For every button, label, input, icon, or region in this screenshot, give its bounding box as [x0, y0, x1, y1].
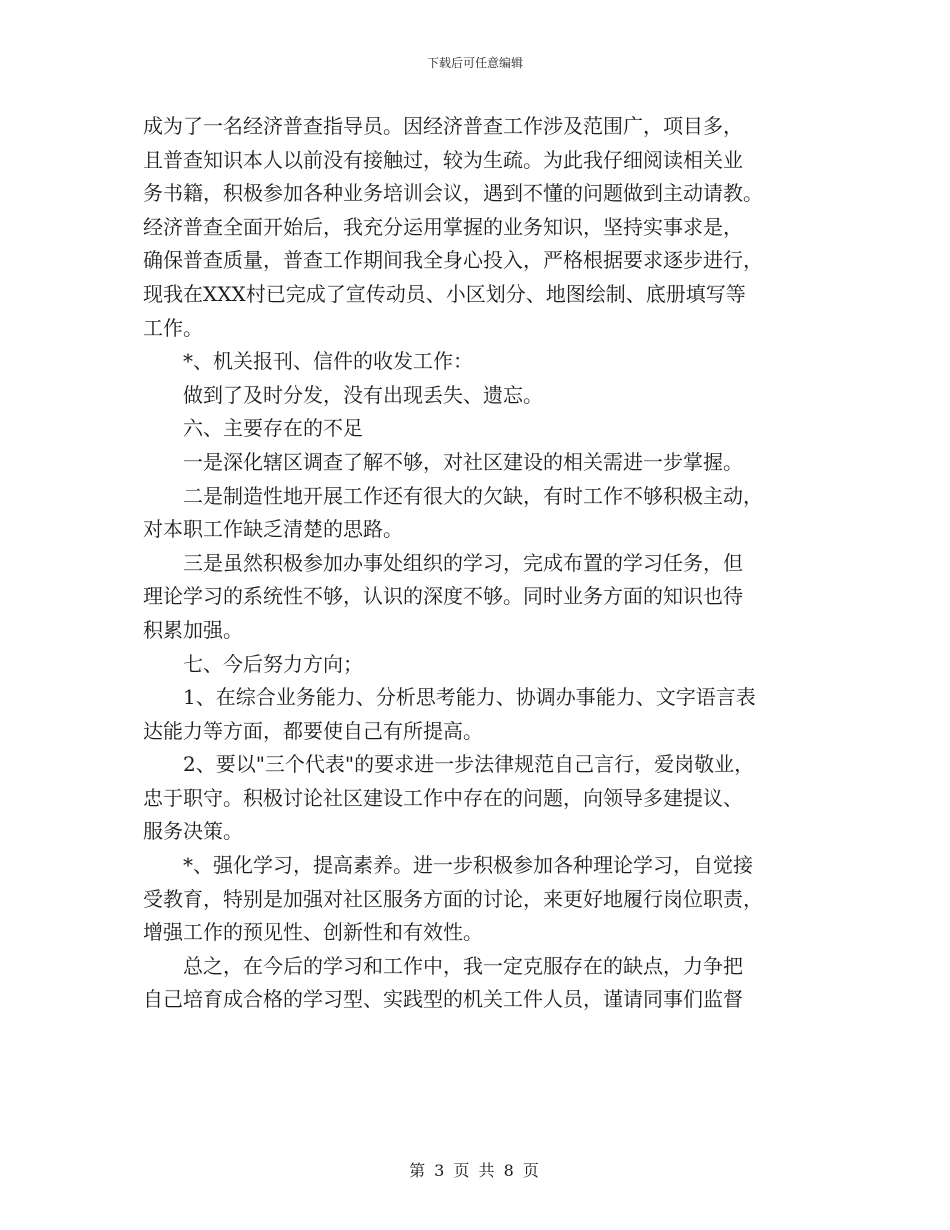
- text-line: 受教育，特别是加强对社区服务方面的讨论，来更好地履行岗位职责，: [143, 886, 763, 911]
- text-line: 服务决策。: [143, 819, 243, 844]
- page-header: 下载后可任意编辑: [426, 56, 523, 70]
- text-line: 七、今后努力方向；: [183, 651, 363, 676]
- text-line: 六、主要存在的不足: [183, 416, 363, 441]
- text-line: 一是深化辖区调查了解不够，对社区建设的相关需进一步掌握。: [183, 449, 743, 474]
- text-line: 经济普查全面开始后，我充分运用掌握的业务知识，坚持实事求是，: [143, 214, 743, 239]
- text-line: 增强工作的预见性、创新性和有效性。: [143, 920, 483, 945]
- text-line: *、强化学习，提高素养。进一步积极参加各种理论学习，自觉接: [183, 853, 753, 878]
- text-line: 二是制造性地开展工作还有很大的欠缺，有时工作不够积极主动，: [183, 483, 763, 508]
- text-line: 总之，在今后的学习和工作中，我一定克服存在的缺点，力争把: [183, 953, 743, 978]
- text-line: 确保普查质量，普查工作期间我全身心投入，严格根据要求逐步进行，: [143, 248, 763, 273]
- text-line: 忠于职守。积极讨论社区建设工作中存在的问题，向领导多建提议、: [143, 785, 743, 810]
- text-line: 2、要以"三个代表"的要求进一步法律规范自己言行，爱岗敬业，: [183, 752, 755, 777]
- text-line: 理论学习的系统性不够，认识的深度不够。同时业务方面的知识也待: [143, 584, 743, 609]
- text-line: 达能力等方面，都要使自己有所提高。: [143, 718, 483, 743]
- text-line: 且普查知识本人以前没有接触过，较为生疏。为此我仔细阅读相关业: [143, 147, 743, 172]
- text-line: 工作。: [143, 315, 203, 340]
- text-line: 现我在XXX村已完成了宣传动员、小区划分、地图绘制、底册填写等: [143, 281, 746, 306]
- text-line: 自己培育成合格的学习型、实践型的机关工件人员，谨请同事们监督: [143, 987, 743, 1012]
- text-line: 成为了一名经济普查指导员。因经济普查工作涉及范围广，项目多，: [143, 114, 743, 138]
- text-line: *、机关报刊、信件的收发工作：: [183, 349, 473, 374]
- text-line: 做到了及时分发，没有出现丢失、遗忘。: [183, 382, 543, 407]
- text-line: 积累加强。: [143, 617, 243, 642]
- document-body: [143, 110, 808, 1017]
- text-line: 三是虽然积极参加办事处组织的学习，完成布置的学习任务，但: [183, 550, 743, 575]
- text-line: 对本职工作缺乏清楚的思路。: [143, 517, 403, 542]
- page-footer: 第 3 页 共 8 页: [409, 1161, 541, 1180]
- text-line: 务书籍，积极参加各种业务培训会议，遇到不懂的问题做到主动请教。: [143, 181, 763, 206]
- text-line: 1、在综合业务能力、分析思考能力、协调办事能力、文字语言表: [183, 685, 756, 710]
